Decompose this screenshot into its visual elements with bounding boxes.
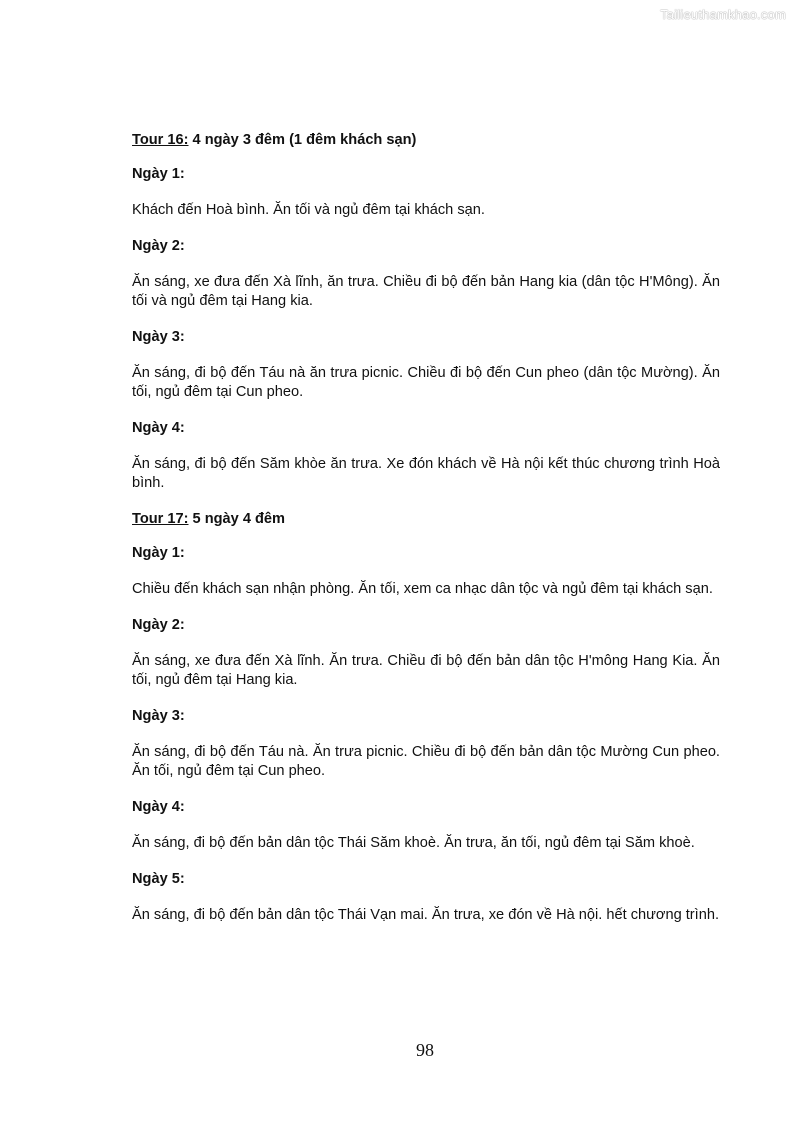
tour-17-day-3-heading: Ngày 3: (132, 708, 185, 724)
tour-17-heading (132, 510, 720, 529)
page-number: 98 (416, 1040, 434, 1060)
tour-16-day-3-heading: Ngày 3: (132, 329, 185, 345)
tour-17-day-3-text: Ăn sáng, đi bộ đến Táu nà. Ăn trưa picnic. Chiều đi bộ đến bản dân tộc Mường Cun pheo. Ăn tối, ngủ đêm tại Cun pheo. (132, 744, 720, 779)
tour-17-day-5-text: Ăn sáng, đi bộ đến bản dân tộc Thái Vạn mai. Ăn trưa, xe đón về Hà nội. hết chương trình. (132, 907, 720, 923)
tour-17-day-2-text: Ăn sáng, xe đưa đến Xà lĩnh. Ăn trưa. Chiều đi bộ đến bản dân tộc H'mông Hang Kia. Ăn tối, ngủ đêm tại Hang kia. (132, 653, 720, 688)
tour-17-day-4-text: Ăn sáng, đi bộ đến bản dân tộc Thái Săm khoè. Ăn trưa, ăn tối, ngủ đêm tại Săm khoè. (132, 835, 695, 851)
tour-17-day-4-heading: Ngày 4: (132, 799, 185, 815)
tour-16-title: 4 ngày 3 đêm (1 đêm khách sạn) (188, 132, 417, 148)
document-body (132, 131, 720, 942)
tour-17-day-1-heading: Ngày 1: (132, 545, 185, 561)
watermark: Tailieuthamkhao.com (660, 7, 786, 22)
tour-16-day-1-heading: Ngày 1: (132, 166, 185, 182)
tour-16-day-2-heading: Ngày 2: (132, 238, 185, 254)
tour-17-day-5-heading: Ngày 5: (132, 871, 185, 887)
tour-17-day-1-text: Chiều đến khách sạn nhận phòng. Ăn tối, xem ca nhạc dân tộc và ngủ đêm tại khách sạn. (132, 581, 713, 597)
tour-16-day-3-text: Ăn sáng, đi bộ đến Táu nà ăn trưa picnic. Chiều đi bộ đến Cun pheo (dân tộc Mường). Ăn tối, ngủ đêm tại Cun pheo. (132, 365, 720, 400)
tour-17-label: Tour 17: (132, 511, 189, 527)
tour-17-day-2-heading: Ngày 2: (132, 617, 185, 633)
tour-16-day-1-text: Khách đến Hoà bình. Ăn tối và ngủ đêm tại khách sạn. (132, 202, 485, 218)
tour-16-day-4-text: Ăn sáng, đi bộ đến Săm khòe ăn trưa. Xe đón khách về Hà nội kết thúc chương trình Hoà bình. (132, 456, 720, 491)
tour-17-title: 5 ngày 4 đêm (188, 511, 286, 527)
tour-16-heading (132, 131, 720, 150)
tour-16-day-2-text: Ăn sáng, xe đưa đến Xà lĩnh, ăn trưa. Chiều đi bộ đến bản Hang kia (dân tộc H'Mông). Ăn tối và ngủ đêm tại Hang kia. (132, 274, 720, 309)
tour-16-day-4-heading: Ngày 4: (132, 420, 185, 436)
tour-16-label: Tour 16: (132, 132, 189, 148)
